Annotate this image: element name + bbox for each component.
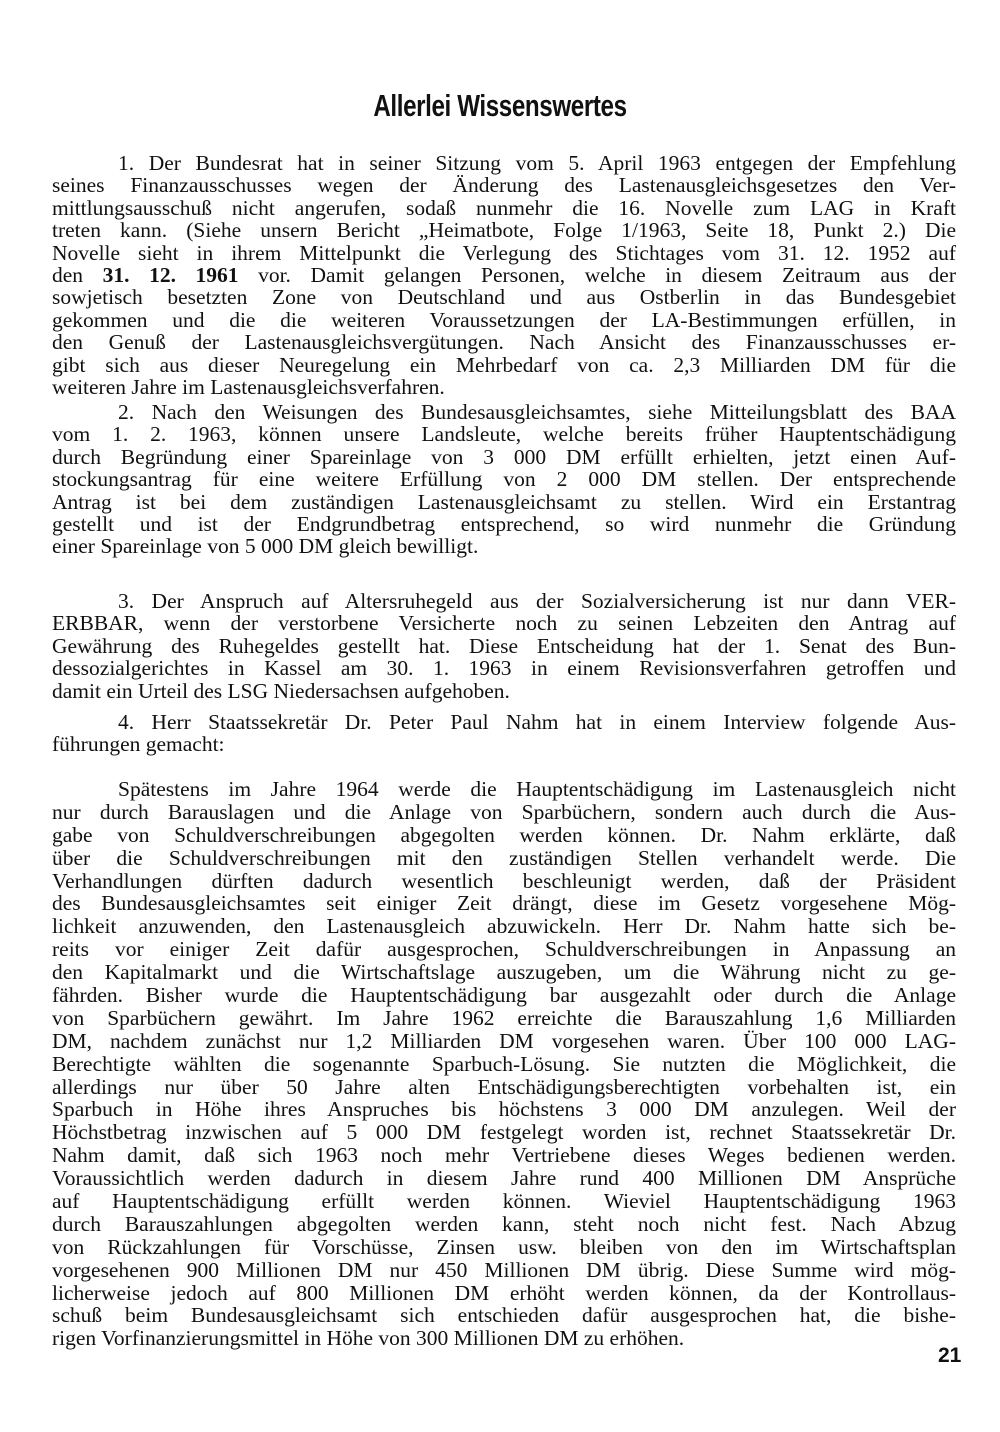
page-title: Allerlei Wissenswertes	[373, 88, 627, 123]
text-line: allerdings nur über 50 Jahre alten Entschädigungsberechtigten vorbehalten ist, ein	[52, 1074, 956, 1099]
text-line: gekommen und die die weiteren Voraussetzungen der LA-Bestimmungen erfüllen, in	[52, 307, 956, 332]
page-number: 21	[938, 1344, 962, 1367]
text-line: seines Finanzausschusses wegen der Änderung des Lastenausgleichsgesetzes den Ver-	[52, 173, 956, 198]
text-line: vorgesehenen 900 Millionen DM nur 450 Millionen DM übrig. Diese Summe wird mög-	[52, 1257, 956, 1282]
text-line: Sparbuch in Höhe ihres Anspruches bis höchstens 3 000 DM anzulegen. Weil der	[52, 1097, 956, 1122]
text-line: treten kann. (Siehe unsern Bericht „Heimatbote, Folge 1/1963, Seite 18, Punkt 2.) Die	[52, 218, 956, 243]
paragraph-4	[52, 711, 956, 756]
text-line: führungen gemacht:	[52, 732, 225, 757]
text-line: 3. Der Anspruch auf Altersruhegeld aus der Sozialversicherung ist nur dann VER-	[118, 589, 956, 613]
text-line: des Bundesausgleichsamtes seit einiger Zeit drängt, diese im Gesetz vorgesehene Mög-	[52, 891, 956, 916]
text-line: 4. Herr Staatssekretär Dr. Peter Paul Nahm hat in einem Interview folgende Aus-	[118, 710, 956, 734]
text-line: gabe von Schuldverschreibungen abgegolten werden können. Dr. Nahm erklärte, daß	[52, 822, 956, 847]
paragraph-5	[52, 778, 956, 1350]
text-line: Novelle sieht in ihrem Mittelpunkt die Verlegung des Stichtages vom 31. 12. 1952 auf	[52, 240, 956, 265]
text-line: weiteren Jahre im Lastenausgleichsverfahren.	[52, 374, 445, 399]
paragraph-1	[52, 152, 956, 398]
text-line: Verhandlungen dürften dadurch wesentlich beschleunigt werden, daß der Präsident	[52, 868, 956, 893]
text-line: damit ein Urteil des LSG Niedersachsen aufgehoben.	[52, 678, 510, 703]
text-line: Gewährung des Ruhegeldes gestellt hat. Diese Entscheidung hat der 1. Senat des Bun-	[52, 633, 956, 658]
text-line: Nahm damit, daß sich 1963 noch mehr Vertriebene dieses Weges bedienen werden.	[52, 1143, 956, 1168]
text-line: Spätestens im Jahre 1964 werde die Hauptentschädigung im Lastenausgleich nicht	[118, 777, 956, 801]
text-line: vom 1. 2. 1963, können unsere Landsleute, welche bereits früher Hauptentschädigung	[52, 422, 956, 447]
text-line: gibt sich aus dieser Neuregelung ein Mehrbedarf von ca. 2,3 Milliarden DM für die	[52, 352, 956, 377]
text-line: auf Hauptentschädigung erfüllt werden können. Wieviel Hauptentschädigung 1963	[52, 1189, 956, 1214]
text-line: den Genuß der Lastenausgleichsvergütungen. Nach Ansicht des Finanzausschusses er-	[52, 330, 956, 355]
text-line: durch Begründung einer Spareinlage von 3 000 DM erfüllt erhielten, jetzt einen Auf-	[52, 444, 956, 469]
text-line: den Kapitalmarkt und die Wirtschaftslage auszugeben, um die Währung nicht zu ge-	[52, 960, 956, 985]
text-line: reits vor einiger Zeit dafür ausgesprochen, Schuldverschreibungen in Anpassung an	[52, 937, 956, 962]
text-line: 2. Nach den Weisungen des Bundesausgleichsamtes, siehe Mitteilungsblatt des BAA	[118, 400, 956, 424]
text-line: durch Barauszahlungen abgegolten werden kann, steht noch nicht fest. Nach Abzug	[52, 1211, 956, 1236]
text-line: Höchstbetrag inzwischen auf 5 000 DM festgelegt worden ist, rechnet Staatssekretär Dr.	[52, 1120, 956, 1145]
text-line: Voraussichtlich werden dadurch in diesem Jahre rund 400 Millionen DM Ansprüche	[52, 1166, 956, 1191]
text-line: den 31. 12. 1961 vor. Damit gelangen Personen, welche in diesem Zeitraum aus der	[52, 262, 957, 287]
text-line: stockungsantrag für eine weitere Erfüllung von 2 000 DM stellen. Der entsprechende	[52, 467, 956, 492]
text-line: licherweise jedoch auf 800 Millionen DM erhöht werden können, da der Kontrollaus-	[52, 1280, 956, 1305]
text-line: schuß beim Bundesausgleichsamt sich entschieden dafür ausgesprochen hat, die bishe-	[52, 1303, 956, 1328]
text-line: DM, nachdem zunächst nur 1,2 Milliarden DM vorgesehen waren. Über 100 000 LAG-	[52, 1028, 956, 1053]
paragraph-2	[52, 401, 956, 558]
text-line: nur durch Barauslagen und die Anlage von Sparbüchern, sondern auch durch die Aus-	[52, 799, 956, 824]
text-line: dessozialgerichtes in Kassel am 30. 1. 1963 in einem Revisionsverfahren getroffen und	[52, 656, 956, 681]
text-line: lichkeit anzuwenden, den Lastenausgleich abzuwickeln. Herr Dr. Nahm hatte sich be-	[52, 914, 956, 939]
text-line: Berechtigte wählten die sogenannte Sparbuch-Lösung. Sie nutzten die Möglichkeit, die	[52, 1051, 956, 1076]
text-line: fährden. Bisher wurde die Hauptentschädigung bar ausgezahlt oder durch die Anlage	[52, 983, 956, 1008]
text-line: von Rückzahlungen für Vorschüsse, Zinsen usw. bleiben von den im Wirtschaftsplan	[52, 1234, 956, 1259]
text-line: gestellt und ist der Endgrundbetrag entsprechend, so wird nunmehr die Gründung	[52, 511, 956, 536]
text-line: mittlungsausschuß nicht angerufen, sodaß nunmehr die 16. Novelle zum LAG in Kraft	[52, 195, 956, 220]
text-line: Antrag ist bei dem zuständigen Lastenausgleichsamt zu stellen. Wird ein Erstantrag	[52, 489, 956, 514]
text-line: von Sparbüchern gewährt. Im Jahre 1962 erreichte die Barauszahlung 1,6 Milliarden	[52, 1005, 956, 1030]
text-line: 1. Der Bundesrat hat in seiner Sitzung vom 5. April 1963 entgegen der Empfehlung	[118, 151, 956, 175]
text-line: ERBBAR, wenn der verstorbene Versicherte noch zu seinen Lebzeiten den Antrag auf	[52, 611, 956, 636]
paragraph-3	[52, 590, 956, 702]
text-line: einer Spareinlage von 5 000 DM gleich bewilligt.	[52, 534, 479, 559]
text-line: sowjetisch besetzten Zone von Deutschland und aus Ostberlin in das Bundesgebiet	[52, 285, 956, 310]
text-line: über die Schuldverschreibungen mit den zuständigen Stellen verhandelt werde. Die	[52, 845, 956, 870]
text-line: rigen Vorfinanzierungsmittel in Höhe von 300 Millionen DM zu erhöhen.	[52, 1326, 685, 1351]
